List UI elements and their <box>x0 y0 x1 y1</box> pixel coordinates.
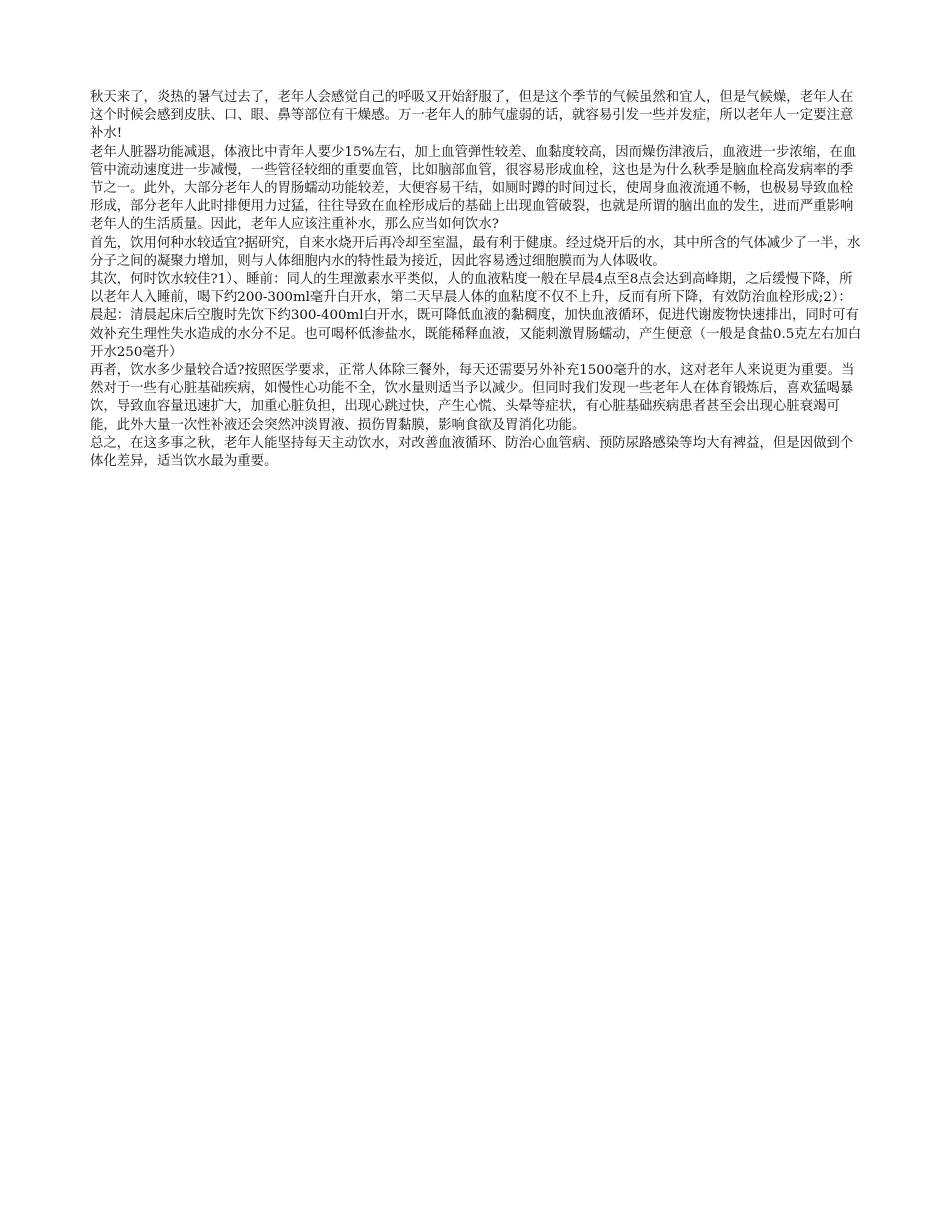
paragraph-reason: 老年人脏器功能减退，体液比中青年人要少15%左右，加上血管弹性较差、血黏度较高，因而燥伤津液后，血液进一步浓缩，在血管中流动速度进一步减慢，一些管径较细的重要血管，比如脑部血管，很容易形成血栓，这也是为什么秋季是脑血栓高发病率的季节之一。此外，大部分老年人的胃肠蠕动功能较差，大便容易干结，如厕时蹲的时间过长，使周身血液流通不畅，也极易导致血栓形成，部分老年人此时排便用力过猛，往往导致在血栓形成后的基础上出现血管破裂，也就是所谓的脑出血的发生，进而严重影响老年人的生活质量。因此，老年人应该注重补水，那么应当如何饮水? <box>90 144 857 233</box>
paragraph-water-type: 首先，饮用何种水较适宜?据研究，自来水烧开后再冷却至室温，最有利于健康。经过烧开后的水，其中所含的气体减少了一半，水分子之间的凝聚力增加，则与人体细胞内水的特性最为接近，因此容易透过细胞膜而为人体吸收。 <box>90 235 861 269</box>
paragraph-timing: 其次，何时饮水较佳?1）、睡前：同人的生理激素水平类似，人的血液粘度一般在早晨4点至8点会达到高峰期，之后缓慢下降，所以老年人入睡前，喝下约200-300ml毫升白开水，第二天早晨人体的血粘度不仅不上升，反而有所下降，有效防治血栓形成;2）：晨起：清晨起床后空腹时先饮下约300-400ml白开水，既可降低血液的黏稠度，加快血液循环，促进代谢废物快速排出，同时可有效补充生理性失水造成的水分不足。也可喝杯低渗盐水，既能稀释血液，又能刺激胃肠蠕动，产生便意（一般是食盐0.5克左右加白开水250毫升） <box>90 272 862 360</box>
paragraph-intro: 秋天来了，炎热的暑气过去了，老年人会感觉自己的呼吸又开始舒服了，但是这个季节的气候虽然和宜人，但是气候燥，老年人在这个时候会感到皮肤、口、眼、鼻等部位有干燥感。万一老年人的肺气虚弱的话，就容易引发一些并发症，所以老年人一定要注意补水! <box>90 90 854 142</box>
article-body <box>90 89 865 471</box>
paragraph-conclusion: 总之，在这多事之秋，老年人能坚持每天主动饮水，对改善血液循环、防治心血管病、预防尿路感染等均大有裨益，但是因做到个体化差异，适当饮水最为重要。 <box>90 435 854 470</box>
paragraph-amount: 再者，饮水多少量较合适?按照医学要求，正常人体除三餐外，每天还需要另外补充1500毫升的水，这对老年人来说更为重要。当然对于一些有心脏基础疾病，如慢性心功能不全，饮水量则适当予以减少。但同时我们发现一些老年人在体育锻炼后，喜欢猛喝暴饮，导致血容量迅速扩大，加重心脏负担，出现心跳过快，产生心慌、头晕等症状，有心脏基础疾病患者甚至会出现心脏衰竭可能，此外大量一次性补液还会突然冲淡胃液、损伤胃黏膜，影响食欲及胃消化功能。 <box>90 363 855 433</box>
